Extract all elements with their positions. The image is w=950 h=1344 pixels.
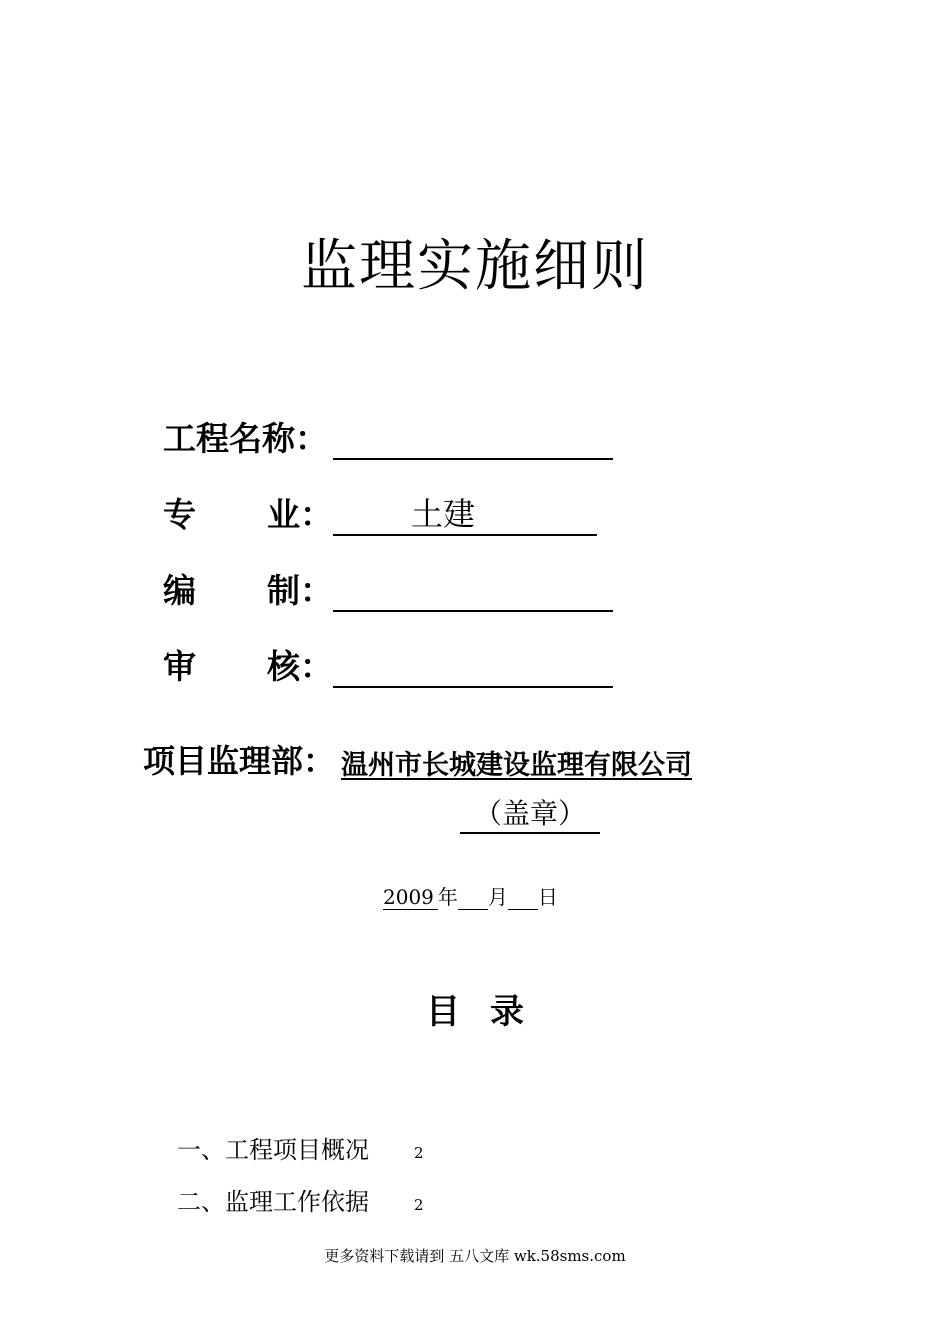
date-year: 2009 [383,885,438,910]
toc-item-text: 一、工程项目概况 [177,1136,369,1164]
footer-text: 更多资料下载请到 五八文库 wk.58sms.com [324,1247,626,1265]
field-label-reviewed-by: 审 核： [163,647,333,686]
field-label-specialty: 专 业： [163,495,333,534]
field-value-reviewed-by [333,644,613,688]
date-day-blank [508,887,538,910]
seal-text: （盖章） [460,796,600,834]
field-reviewed-by [163,636,613,688]
field-value-project-name [333,416,613,460]
toc-title: 目录 [426,992,554,1032]
supervision-dept-value: 温州市长城建设监理有限公司 [341,750,693,781]
field-project-name [163,408,613,460]
field-label-project-name: 工程名称： [163,419,328,458]
date-day-suffix: 日 [537,885,558,909]
date-month-blank [458,887,488,910]
toc-item-page: 2 [414,1196,424,1214]
date-line [383,881,558,910]
toc-item [177,1130,424,1165]
document-title: 监理实施细则 [301,234,649,299]
toc-item-text: 二、监理工作依据 [177,1188,369,1216]
date-year-suffix: 年 [437,885,458,909]
date-month-suffix: 月 [487,885,508,909]
field-value-specialty: 土建 [333,492,597,536]
supervision-dept-label: 项目监理部： [143,742,336,780]
field-compiled-by [163,560,613,612]
field-label-compiled-by: 编 制： [163,571,333,610]
field-value-compiled-by [333,568,613,612]
field-specialty [163,484,597,536]
supervision-dept-row [143,736,692,782]
toc-item-page: 2 [414,1144,424,1162]
toc-item [177,1182,424,1217]
